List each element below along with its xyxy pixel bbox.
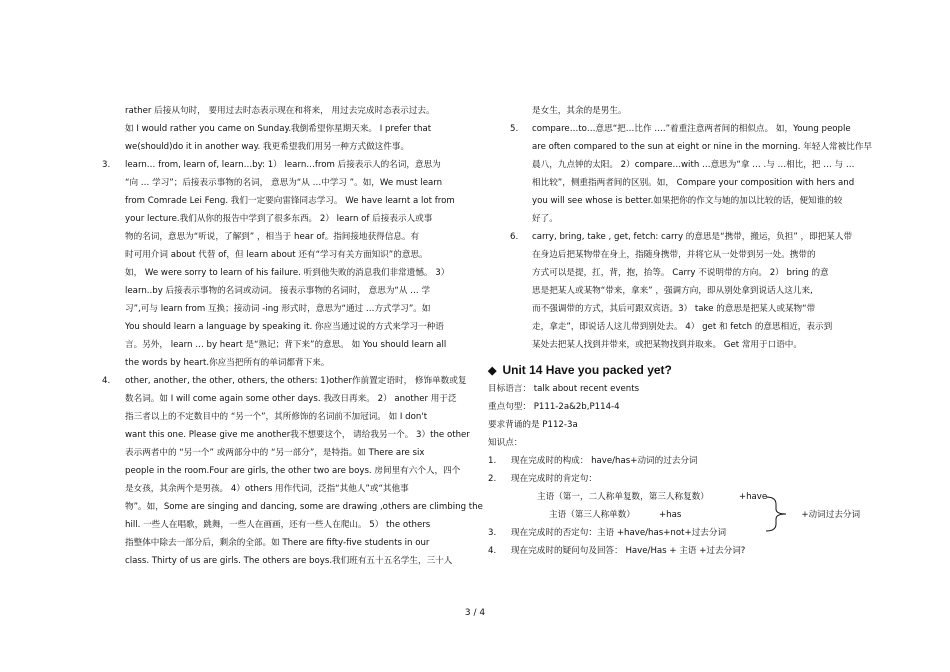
point-number: 1. <box>488 456 497 466</box>
text-line: rather 后接从句时， 要用过去时态表示现在和将来， 用过去完成时态表示过去。 <box>125 106 435 116</box>
text-line: 表示两者中的 “另一个” 或两部分中的 “另一部分”，是特指。如 There are six <box>125 448 425 458</box>
item-number: 6. <box>510 232 519 242</box>
text-line: compare…to…意思“把…比作 ….”着重注意两者间的相似点。 如，Young people <box>532 124 851 134</box>
unit-heading <box>488 360 868 380</box>
diamond-bullet-icon: ◆ <box>488 365 497 377</box>
text-line: 相比较”，侧重指两者间的区别。如， Compare your composition with hers and <box>532 178 855 188</box>
text-line: hill. 一些人在唱歌，跳舞，一些人在画画，还有一些人在爬山。 5） the others <box>125 520 431 530</box>
text-line: 是女生，其余的是男生。 <box>532 106 627 116</box>
text-line: 言。另外， learn … by heart 是“熟记；背下来”的意思。 如 You should learn all <box>125 340 447 350</box>
point-text: 现在完成时的构成： have/has+动词的过去分词 <box>511 456 698 466</box>
text-line: want this one. Please give me another我不想要这个， 请给我另一个。 3）the other <box>125 430 470 440</box>
text-line: 数名词。如 I will come again some other days. 我改日再来。 2） another 用于泛 <box>125 394 457 404</box>
point-number: 4. <box>488 546 497 556</box>
text-line: we(should)do it in another way. 我更希望我们用另一种方式做这件事。 <box>125 142 410 152</box>
auxiliary-verb: +has <box>658 510 682 520</box>
text-line: carry, bring, take , get, fetch: carry 的意思是“携带，搬运，负担” ，即把某人带 <box>532 232 853 242</box>
text-line: 走，拿走”，即说话人这儿带到别处去。 4） get 和 fetch 的意思相近，表示到 <box>532 322 833 332</box>
text-line: 思是把某人或某物“带来，拿来” ，强调方向，即从别处拿到说话人这儿来, <box>532 286 813 296</box>
text-line: 而不强调带的方式，其后可跟双宾语。3） take 的意思是把某人或某物“带 <box>532 304 816 314</box>
item-number: 3. <box>102 160 111 170</box>
text-line: 指三者以上的不定数目中的 “另一个”，其所修饰的名词前不加冠词。 如 I don't <box>125 412 428 422</box>
text-line: learn… from, learn of, learn…by: 1） learn…from 后接表示人的名词，意思为 <box>125 160 441 170</box>
text-line: 方式可以是提，扛，背，抱，抬等。 Carry 不说明带的方向。 2） bring 的意 <box>532 268 829 278</box>
text-line: your lecture.我们从你的报告中学到了很多东西。 2） learn of 后接表示人或事 <box>125 214 433 224</box>
text-line: 重点句型： P111-2a&2b,P114-4 <box>488 402 620 412</box>
text-line: the words by heart.你应当把所有的单词都背下来。 <box>125 358 330 368</box>
text-line: people in the room.Four are girls, the other two are boys. 房间里有六个人，四个 <box>125 466 461 476</box>
auxiliary-verb: +have <box>738 492 768 502</box>
point-number: 3. <box>488 528 497 538</box>
subject-text: 主语（第一，二人称单复数，第三人称复数） <box>537 492 709 502</box>
item-number: 4. <box>102 376 111 386</box>
curly-brace-icon <box>764 494 794 534</box>
point-number: 2. <box>488 474 497 484</box>
text-line: 好了。 <box>532 214 558 224</box>
left-column <box>102 102 483 570</box>
text-line: 时可用介词 about 代替 of，但 learn about 还有“学习有关方面知识”的意思。 <box>125 250 428 260</box>
right-column <box>488 102 873 560</box>
text-line: 目标语言： talk about recent events <box>488 384 640 394</box>
text-line: 在身边后把某物带在身上，指随身携带，并将它从一处带到另一处。携带的 <box>532 250 816 260</box>
text-line: “向 … 学习”；后接表示事物的名词， 意思为“从 …中学习 ”。如，We must learn <box>125 178 443 188</box>
text-line: 知识点： <box>488 438 523 448</box>
point-text: 现在完成时的肯定句： <box>511 474 597 484</box>
point-text: 现在完成时的疑问句及回答： Have/Has + 主语 +过去分词? <box>511 546 746 556</box>
text-line: 要求背诵的是 P112-3a <box>488 420 578 430</box>
text-line: are often compared to the sun at eight or nine in the morning. 年轻人常被比作早 <box>532 142 873 152</box>
brace-result: +动词过去分词 <box>801 510 861 520</box>
text-line: class. Thirty of us are girls. The others are boys.我们班有五十五名学生，三十人 <box>125 556 453 566</box>
subject-text: 主语（第三人称单数） <box>549 510 635 520</box>
item-number: 5. <box>510 124 519 134</box>
text-line: You should learn a language by speaking it. 你应当通过说的方式来学习一种语 <box>125 322 444 332</box>
text-line: other, another, the other, others, the others: 1)other作前置定语时， 修饰单数或复 <box>125 376 467 386</box>
text-line: 某处去把某人找到并带来，或把某物找到并取来。 Get 常用于口语中。 <box>532 340 802 350</box>
text-line: 习”,可与 learn from 互换；接动词 -ing 形式时，意思为“通过 …方式学习”。如 <box>125 304 431 314</box>
text-line: 物的名词，意思为“听说，了解到” ，相当于 hear of。指间接地获得信息。有 <box>125 232 420 242</box>
text-line: 物”。如，Some are singing and dancing, some are drawing ,others are climbing the <box>125 502 483 512</box>
text-line: 晨八，九点钟的太阳。 2）compare…with …意思为“拿 … .与 …相比，把 … 与 … <box>532 160 855 170</box>
point-text: 现在完成时的否定句：主语 +have/has+not+过去分词 <box>511 528 727 538</box>
text-line: 指整体中除去一部分后，剩余的全部。如 There are fifty-five students in our <box>125 538 430 548</box>
text-line: learn..by 后接表示事物的名词或动词。 接表示事物的名词时， 意思为“从 … 学 <box>125 286 431 296</box>
text-line: 是女孩，其余两个是男孩。 4）others 用作代词，泛指“其他人”或“其他事 <box>125 484 409 494</box>
text-line: from Comrade Lei Feng. 我们一定要向雷锋同志学习。 We have learnt a lot from <box>125 196 455 206</box>
unit-title: Unit 14 Have you packed yet? <box>502 363 672 377</box>
text-line: you will see whose is better.如果把你的作文与她的加以比较的话，便知谁的较 <box>532 196 843 206</box>
text-line: 如 I would rather you came on Sunday.我倒希望你星期天来。 I prefer that <box>125 124 432 134</box>
page-number: 3 / 4 <box>464 608 486 618</box>
text-line: 如， We were sorry to learn of his failure. 听到他失败的消息我们非常遗憾。 3） <box>125 268 450 278</box>
